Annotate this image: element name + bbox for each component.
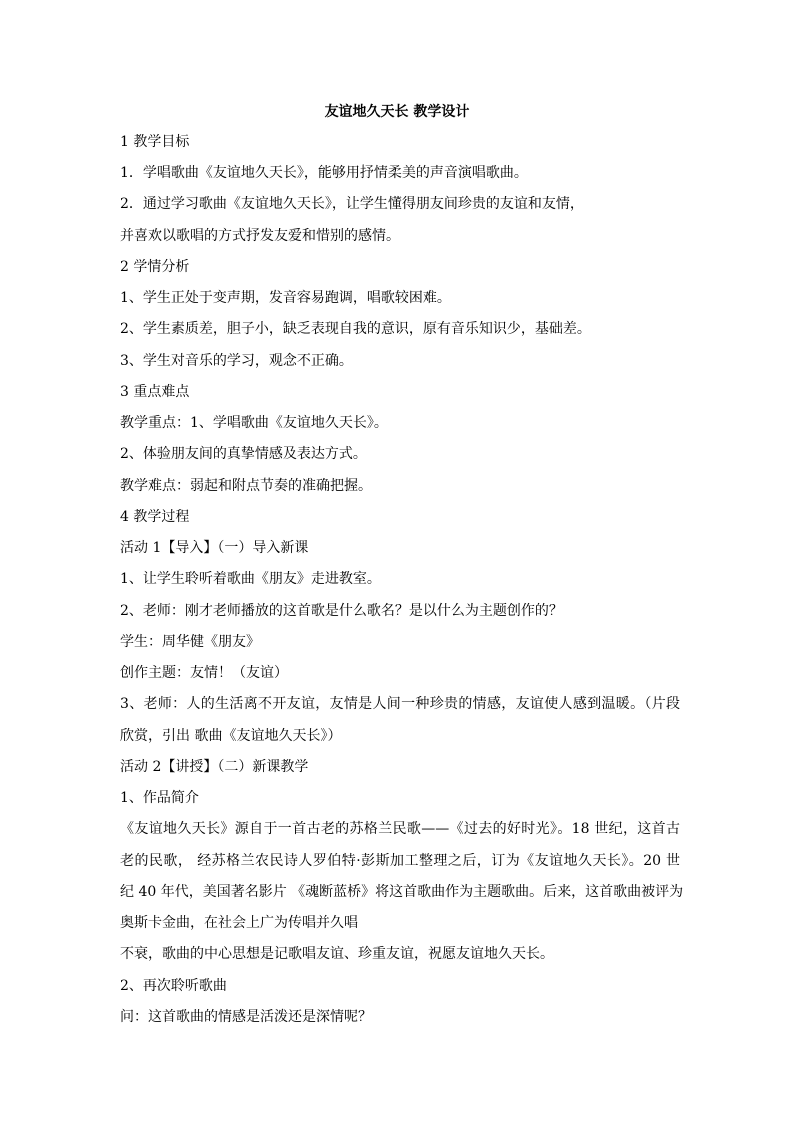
paragraph-line: 教学难点：弱起和附点节奏的准确把握。 xyxy=(120,478,372,494)
section-heading-key-points: 3 重点难点 xyxy=(120,384,190,400)
paragraph-line: 并喜欢以歌唱的方式抒发友爱和惜别的感情。 xyxy=(120,228,400,244)
activity-heading: 活动 1【导入】（一）导入新课 xyxy=(120,540,309,556)
paragraph-line: 学生：周华健《朋友》 xyxy=(120,634,260,650)
paragraph-line: 2、再次聆听歌曲 xyxy=(120,978,227,994)
paragraph-line: 奥斯卡金曲，在社会上广为传唱并久唱 xyxy=(120,915,358,931)
paragraph-line: 1、让学生聆听着歌曲《朋友》走进教室。 xyxy=(120,571,381,587)
paragraph-line: 2、学生素质差，胆子小，缺乏表现自我的意识，原有音乐知识少，基础差。 xyxy=(120,321,591,337)
section-heading-analysis: 2 学情分析 xyxy=(120,259,190,275)
section-heading-objectives: 1 教学目标 xyxy=(120,134,190,150)
paragraph-line: 创作主题：友情！（友谊） xyxy=(120,665,288,681)
paragraph-line: 不衰，歌曲的中心思想是记歌唱友谊、珍重友谊，祝愿友谊地久天长。 xyxy=(120,946,554,962)
paragraph-line: 2．通过学习歌曲《友谊地久天长》，让学生懂得朋友间珍贵的友谊和友情， xyxy=(120,196,584,212)
paragraph-line: 老的民歌， 经苏格兰农民诗人罗伯特·彭斯加工整理之后，订为《友谊地久天长》。20 世 xyxy=(120,853,680,869)
paragraph-line: 2、体验朋友间的真挚情感及表达方式。 xyxy=(120,446,367,462)
document-title: 友谊地久天长 教学设计 xyxy=(324,104,470,120)
paragraph-line: 教学重点：1、学唱歌曲《友谊地久天长》。 xyxy=(120,415,388,431)
activity-heading: 活动 2【讲授】（二）新课教学 xyxy=(120,759,309,775)
paragraph-line: 问：这首歌曲的情感是活泼还是深情呢？ xyxy=(120,1009,372,1025)
paragraph-line: 3、学生对音乐的学习，观念不正确。 xyxy=(120,353,353,369)
paragraph-line: 1、学生正处于变声期，发音容易跑调，唱歌较困难。 xyxy=(120,290,451,306)
section-heading-process: 4 教学过程 xyxy=(120,509,190,525)
paragraph-line: 《友谊地久天长》源自于一首古老的苏格兰民歌——《过去的好时光》。18 世纪，这首古 xyxy=(120,821,680,837)
paragraph-line: 纪 40 年代，美国著名影片 《魂断蓝桥》将这首歌曲作为主题歌曲。后来，这首歌曲被评为 xyxy=(120,884,684,900)
paragraph-line: 1、作品简介 xyxy=(120,790,199,806)
paragraph-line: 3、老师：人的生活离不开友谊，友情是人间一种珍贵的情感，友谊使人感到温暖。（片段 xyxy=(120,696,680,712)
paragraph-line: 2、老师：刚才老师播放的这首歌是什么歌名？是以什么为主题创作的？ xyxy=(120,603,563,619)
paragraph-line: 欣赏，引出 歌曲《友谊地久天长》） xyxy=(120,728,342,744)
paragraph-line: 1．学唱歌曲《友谊地久天长》，能够用抒情柔美的声音演唱歌曲。 xyxy=(120,165,528,181)
